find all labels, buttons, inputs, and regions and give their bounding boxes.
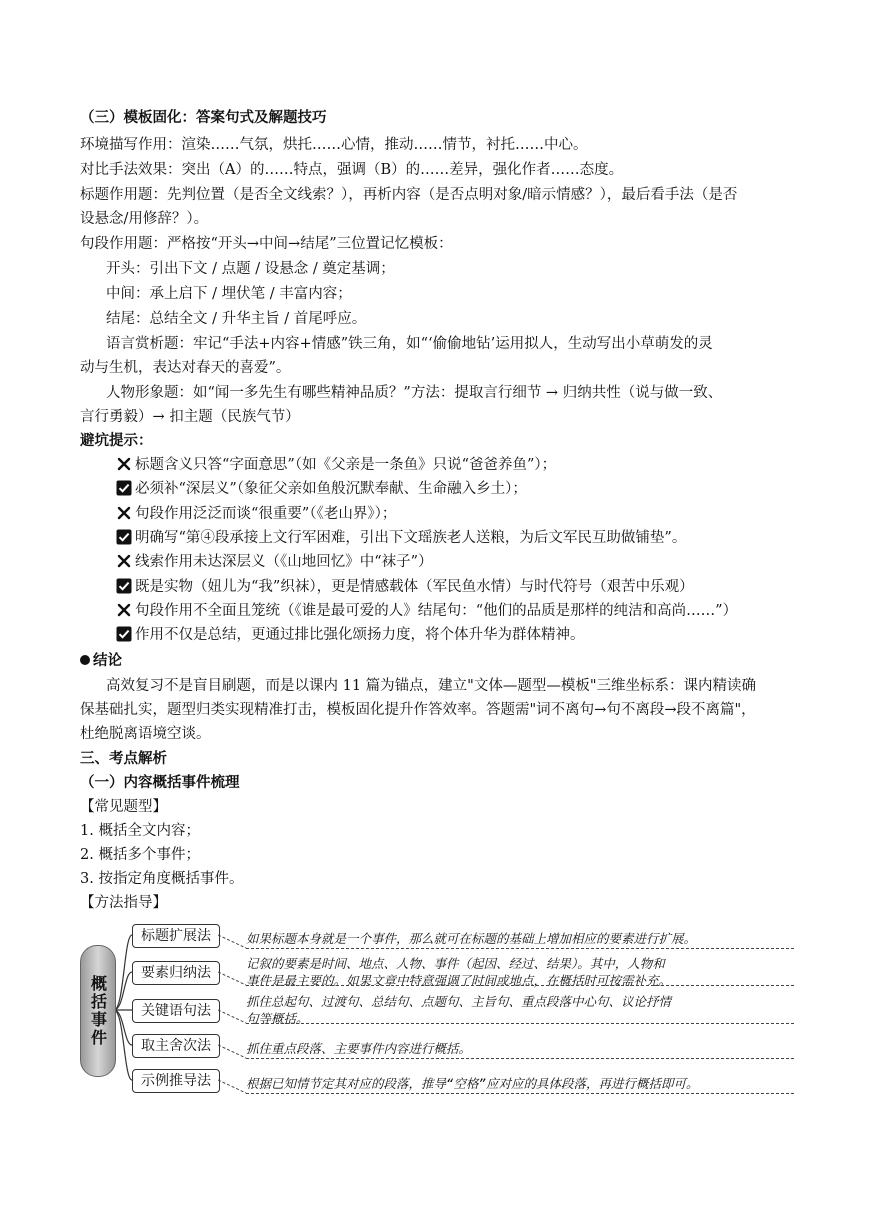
middle-line: 中间：承上启下 / 埋伏笔 / 丰富内容； [106,286,352,302]
method-underline [246,948,794,949]
check-icon [116,626,132,642]
check-icon [116,578,132,594]
conclusion-line-1: 高效复习不是盲目刷题，而是以课内 11 篇为锚点，建立"文体—题型—模板"三维坐标系：课内精读确 [106,678,757,694]
method-description: 如果标题本身就是一个事件，那么就可在标题的基础上增加相应的要素进行扩展。 [246,931,697,946]
char-line-2: 言行勇毅）→ 扣主题（民族气节） [80,409,300,425]
pitfall-item [116,577,694,597]
pitfall-text: 既是实物（妞儿为“我”织袜），更是情感载体（军民鱼水情）与时代符号（艰苦中乐观） [135,578,694,595]
pitfall-item [116,552,433,572]
cross-icon [116,602,132,618]
diagram-core-label: 概括事件 [88,975,108,1047]
method-underline [246,985,794,986]
method-description: 抓住重点段落、主要事件内容进行概括。 [246,1041,472,1056]
pitfall-text: 线索作用未达深层义（《山地回忆》中“袜子”） [135,554,433,571]
method-pointer [218,961,248,991]
method-label: 【方法指导】 [80,895,167,911]
pitfall-item [116,455,556,475]
para-line: 句段作用题：严格按“开头→中间→结尾”三位置记忆模板： [80,236,453,252]
types-label: 【常见题型】 [80,799,167,815]
char-line-1: 人物形象题：如“闻一多先生有哪些精神品质？”方法：提取言行细节 → 归纳共性（说与做一致、 [106,385,723,401]
env-line: 环境描写作用：渲染……气氛，烘托……心情，推动……情节，衬托……中心。 [80,137,588,153]
cross-icon [116,505,132,521]
section-heading: （三）模板固化：答案句式及解题技巧 [80,110,327,126]
pitfall-text: 明确写“第④段承接上文行军困难，引出下文瑶族老人送粮，为后文军民互助做铺垫”。 [135,529,687,546]
pitfall-text: 句段作用泛泛而谈“很重要”（《老山界》）； [135,505,397,522]
part3-subheading: （一）内容概括事件梳理 [80,775,240,791]
lang-line-1: 语言赏析题：牢记“手法+内容+情感”铁三角，如“‘偷偷地钻’运用拟人，生动写出小草萌发的灵 [106,336,713,352]
pitfall-text: 标题含义只答“字面意思”（如《父亲是一条鱼》只说“爸爸养鱼”）； [135,457,557,473]
method-underline [246,1058,794,1059]
method-description: 抓住总起句、过渡句、总结句、点题句、主旨句、重点段落中心句、议论抒情 [246,994,672,1009]
pitfall-heading: 避坑提示： [80,433,153,449]
method-box: 取主舍次法 [132,1034,220,1058]
type-item-1: 1. 概括全文内容； [80,823,200,839]
pitfall-text: 必须补“深层义”（象征父亲如鱼般沉默奉献、生命融入乡土）； [135,481,527,498]
bullet-icon [80,655,90,665]
method-description: 句等概括。 [246,1011,309,1026]
method-pointer [218,1034,248,1064]
method-box: 关键语句法 [132,999,220,1023]
pitfall-item [116,625,585,645]
lang-line-2: 动与生机，表达对春天的喜爱”。 [80,360,291,376]
method-pointer [218,999,248,1029]
method-underline [246,1023,794,1024]
title-line-2: 设悬念/用修辞？）。 [80,211,209,227]
end-line: 结尾：总结全文 / 升华主旨 / 首尾呼应。 [106,311,367,327]
method-diagram [80,915,800,1105]
conclusion-line-3: 杜绝脱离语境空谈。 [80,726,211,742]
diagram-core [80,945,116,1077]
conclusion-line-2: 保基础扎实，题型归类实现精准打击，模板固化提升作答效率。答题需"词不离句→句不离段→段不离篇"， [80,702,756,718]
cross-icon [116,553,132,569]
method-description: 记叙的要素是时间、地点、人物、事件（起因、经过、结果）。其中，人物和 [246,956,665,971]
pitfall-text: 作用不仅是总结，更通过排比强化颂扬力度，将个体升华为群体精神。 [135,627,585,644]
type-item-2: 2. 概括多个事件； [80,847,200,863]
pitfall-item [116,479,527,499]
part3-heading: 三、考点解析 [80,751,167,767]
method-pointer [218,924,248,954]
check-icon [116,529,132,545]
method-description: 根据已知情节定其对应的段落，推导“空格”应对应的具体段落，再进行概括即可。 [246,1076,699,1091]
method-box: 示例推导法 [132,1069,220,1093]
method-box: 要素归纳法 [132,961,220,985]
pitfall-item [116,528,686,548]
check-icon [116,480,132,496]
method-pointer [218,1069,248,1099]
start-line: 开头：引出下文 / 点题 / 设悬念 / 奠定基调； [106,261,395,277]
conclusion-heading [80,651,122,671]
cross-icon [116,456,132,472]
method-description: 事件是最主要的。如果文章中特意强调了时间或地点，在概括时可按需补充。 [246,973,672,988]
contrast-line: 对比手法效果：突出（A）的……特点，强调（B）的……差异，强化作者……态度。 [80,162,624,178]
conclusion-heading-text: 结论 [93,653,122,669]
pitfall-item [116,504,396,524]
type-item-3: 3. 按指定角度概括事件。 [80,871,244,887]
pitfall-item [116,601,737,621]
method-underline [246,1093,794,1094]
pitfall-text: 句段作用不全面且笼统（《谁是最可爱的人》结尾句：“他们的品质是那样的纯洁和高尚……”） [135,602,738,619]
title-line-1: 标题作用题：先判位置（是否全文线索？），再析内容（是否点明对象/暗示情感？），最后看手法（是否 [80,187,738,203]
method-box: 标题扩展法 [132,924,220,948]
